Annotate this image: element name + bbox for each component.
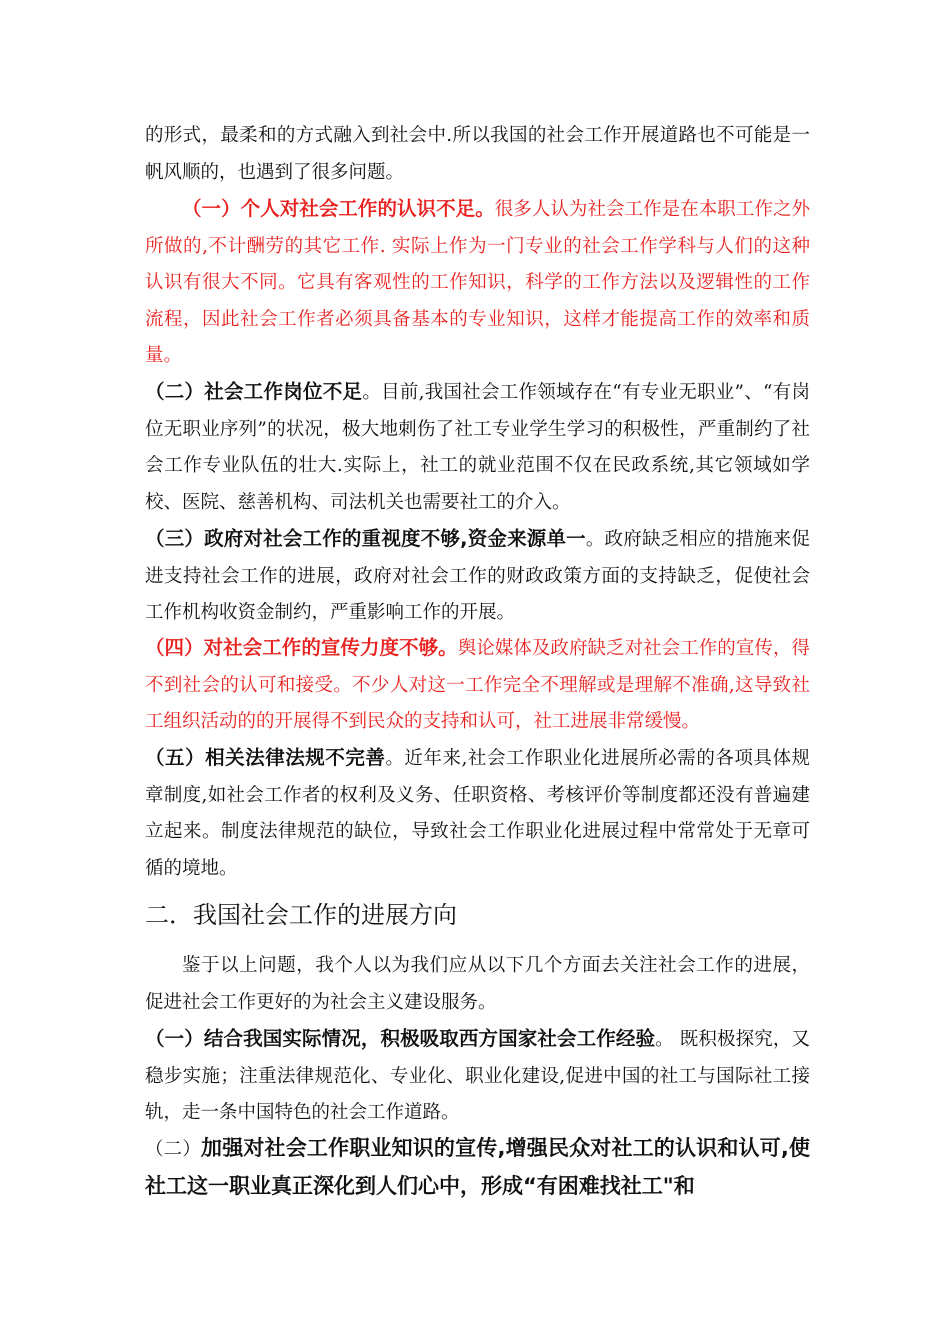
section-heading: 二．我国社会工作的进展方向 <box>145 901 457 929</box>
issue-5-heading: （五）相关法律法规不完善 <box>145 746 386 769</box>
direction-1-body: 。 既积极探究，又稳步实施；注重法律规范化、专业化、职业化建设,促进中国的社工与国际社工接轨，走一条中国特色的社会工作道路。 <box>145 1029 810 1123</box>
section-intro-text: 鉴于以上问题，我个人以为我们应从以下几个方面去关注社会工作的进展，促进社会工作更好的为社会主义建设服务。 <box>145 955 810 1013</box>
issue-4-body: 舆论媒体及政府缺乏对社会工作的宣传，得不到社会的认可和接受。不少人对这一工作完全不理解或是理解不准确,这导致社工组织活动的的开展得不到民众的支持和认可，社工进展非常缓慢。 <box>145 638 810 732</box>
issue-2-paragraph <box>145 374 810 521</box>
issue-3-body: 。政府缺乏相应的措施来促进支持社会工作的进展，政府对社会工作的财政政策方面的支持缺乏，促使社会工作机构收资金制约，严重影响工作的开展。 <box>145 529 810 623</box>
direction-1-heading: （一）结合我国实际情况，积极吸取西方国家社会工作经验 <box>145 1027 656 1050</box>
intro-text: 的形式，最柔和的方式融入到社会中.所以我国的社会工作开展道路也不可能是一帆风顺的，也遇到了很多问题。 <box>145 125 810 183</box>
issue-5-paragraph <box>145 740 810 887</box>
issue-1-body: 很多人认为社会工作是在本职工作之外所做的,不计酬劳的其它工作. 实际上作为一门专业的社会工作学科与人们的这种认识有很大不同。它具有客观性的工作知识，科学的工作方法以及逻辑性的工作流程，因此社会工作者必须具备基本的专业知识，这样才能提高工作的效率和质量。 <box>145 199 810 366</box>
issue-1-heading: （一）个人对社会工作的认识不足。 <box>182 197 495 220</box>
issue-4-heading: （四）对社会工作的宣传力度不够。 <box>145 636 458 659</box>
issue-5-body: 。近年来,社会工作职业化进展所必需的各项具体规章制度,如社会工作者的权利及义务、任职资格、考核评价等制度都还没有普遍建立起来。制度法律规范的缺位，导致社会工作职业化进展过程中常常处于无章可循的境地。 <box>145 748 810 879</box>
section-intro-paragraph <box>145 948 810 1021</box>
issue-3-heading: （三）政府对社会工作的重视度不够,资金来源单一 <box>145 527 586 550</box>
direction-2-body: 加强对社会工作职业知识的宣传,增强民众对社工的认识和认可,使社工这一职业真正深化到人们心中，形成“有困难找社工"和 <box>145 1136 810 1198</box>
issue-2-heading: （二）社会工作岗位不足 <box>145 380 363 403</box>
direction-1-paragraph <box>145 1021 810 1132</box>
issue-2-body: 。目前,我国社会工作领域存在“有专业无职业”、“有岗位无职业序列”的状况，极大地刺伤了社工专业学生学习的积极性，严重制约了社会工作专业队伍的壮大.实际上，社工的就业范围不仅在民政系统,其它领域如学校、医院、慈善机构、司法机关也需要社工的介入。 <box>145 382 810 513</box>
issue-1-paragraph <box>145 191 810 375</box>
direction-2-paragraph <box>145 1130 810 1205</box>
issue-4-paragraph <box>145 630 810 741</box>
direction-2-prefix: （二） <box>145 1139 202 1160</box>
issue-3-paragraph <box>145 521 810 632</box>
intro-paragraph <box>145 118 810 191</box>
